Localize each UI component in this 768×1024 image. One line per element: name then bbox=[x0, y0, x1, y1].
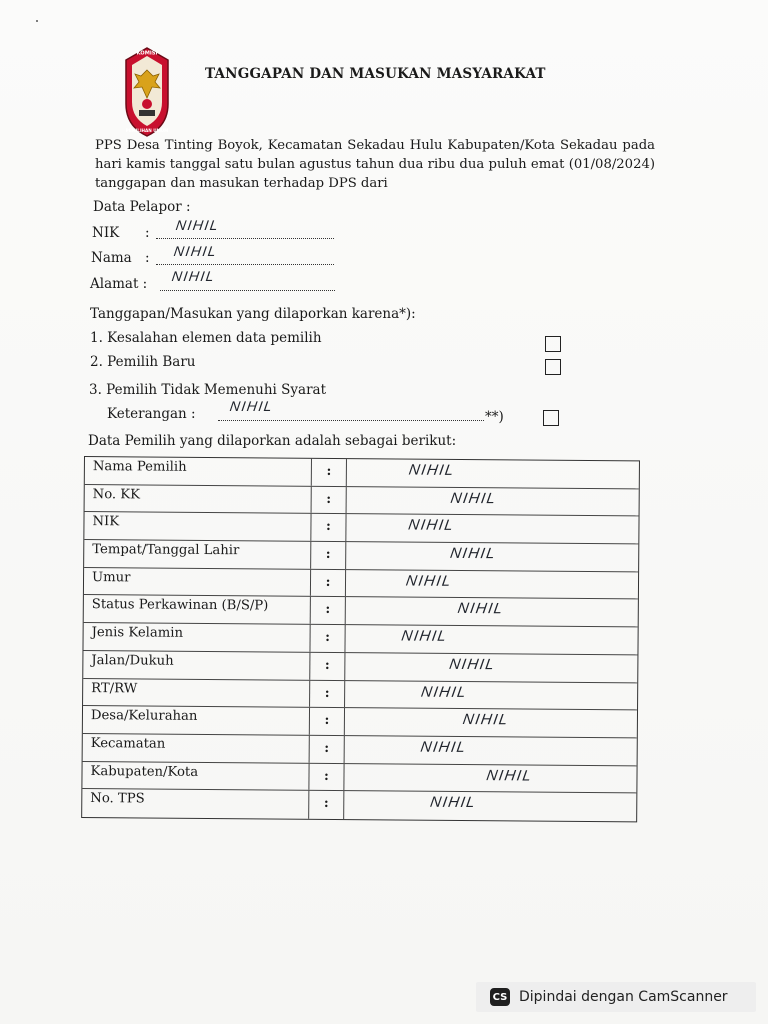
reason-2-checkbox[interactable] bbox=[545, 359, 561, 375]
table-row bbox=[84, 568, 638, 600]
row-value-cell bbox=[345, 625, 637, 654]
row-colon: : bbox=[309, 763, 344, 790]
row-handwritten: NIHIL bbox=[404, 572, 454, 590]
row-label: NIK bbox=[84, 512, 311, 540]
camscanner-watermark bbox=[476, 982, 756, 1012]
table-row bbox=[82, 762, 636, 794]
reason-item-1: 1. Kesalahan elemen data pemilih bbox=[90, 330, 322, 346]
row-value-cell bbox=[345, 708, 637, 737]
row-label: Kabupaten/Kota bbox=[82, 762, 309, 790]
row-handwritten: NIHIL bbox=[419, 683, 469, 701]
nama-dotted-line bbox=[156, 263, 334, 265]
keterangan-suffix: **) bbox=[485, 409, 504, 425]
table-row bbox=[84, 595, 638, 627]
nik-separator: : bbox=[145, 225, 150, 241]
alamat-dotted-line bbox=[160, 289, 335, 291]
document-title: TANGGAPAN DAN MASUKAN MASYARAKAT bbox=[205, 66, 546, 82]
row-colon: : bbox=[312, 459, 347, 486]
pemilih-table bbox=[81, 456, 640, 822]
row-handwritten: NIHIL bbox=[407, 516, 456, 535]
row-label: Desa/Kelurahan bbox=[83, 706, 310, 734]
row-colon: : bbox=[312, 486, 347, 513]
table-row bbox=[83, 734, 637, 766]
keterangan-label: Keterangan : bbox=[107, 406, 196, 422]
row-colon: : bbox=[310, 708, 345, 735]
table-row bbox=[83, 623, 637, 655]
pelapor-heading: Data Pelapor : bbox=[93, 199, 191, 215]
reason-item-2: 2. Pemilih Baru bbox=[90, 354, 196, 370]
row-value-cell bbox=[344, 791, 636, 821]
nama-label: Nama bbox=[91, 250, 132, 266]
reason-3-checkbox[interactable] bbox=[543, 410, 559, 426]
row-colon: : bbox=[310, 625, 345, 652]
row-label: Umur bbox=[84, 568, 311, 596]
row-handwritten: NIHIL bbox=[429, 793, 478, 812]
row-label: No. KK bbox=[85, 485, 312, 513]
table-row bbox=[82, 789, 636, 821]
row-value-cell bbox=[346, 542, 638, 571]
nik-label: NIK bbox=[92, 225, 120, 241]
nik-dotted-line bbox=[156, 237, 334, 239]
row-handwritten: NIHIL bbox=[448, 544, 498, 563]
row-value-cell bbox=[346, 597, 638, 626]
row-value-cell bbox=[345, 736, 637, 765]
row-colon: : bbox=[311, 514, 346, 541]
camscanner-text: Dipindai dengan CamScanner bbox=[519, 989, 728, 1005]
row-colon: : bbox=[311, 597, 346, 624]
row-label: Status Perkawinan (B/S/P) bbox=[84, 595, 311, 623]
row-colon: : bbox=[311, 570, 346, 597]
nama-separator: : bbox=[145, 250, 150, 266]
camscanner-icon: CS bbox=[490, 988, 510, 1006]
row-colon: : bbox=[309, 791, 344, 819]
nama-handwritten: NIHIL bbox=[172, 243, 219, 259]
row-value-cell bbox=[347, 459, 639, 488]
table-row bbox=[84, 540, 638, 572]
row-colon: : bbox=[311, 542, 346, 569]
pemilih-heading: Data Pemilih yang dilaporkan adalah sebagai berikut: bbox=[88, 433, 457, 449]
row-value-cell bbox=[346, 514, 638, 543]
row-colon: : bbox=[310, 653, 345, 680]
row-label: Jenis Kelamin bbox=[83, 623, 310, 651]
row-value-cell bbox=[344, 764, 636, 793]
intro-paragraph: PPS Desa Tinting Boyok, Kecamatan Sekadau Hulu Kabupaten/Kota Sekadau pada hari kamis tanggal satu bulan agustus tahun dua ribu dua puluh emat (01/08/2024) tanggapan dan masukan terhadap DPS dari bbox=[95, 138, 655, 191]
alamat-label: Alamat : bbox=[90, 276, 148, 292]
row-label: Jalan/Dukuh bbox=[83, 651, 310, 679]
reasons-heading: Tanggapan/Masukan yang dilaporkan karena*): bbox=[90, 306, 416, 322]
kpu-logo bbox=[122, 46, 172, 138]
table-row bbox=[84, 512, 638, 544]
reason-1-checkbox[interactable] bbox=[545, 336, 561, 352]
row-colon: : bbox=[310, 736, 345, 763]
table-row bbox=[85, 457, 639, 489]
row-value-cell bbox=[345, 653, 637, 682]
row-label: No. TPS bbox=[82, 789, 309, 818]
keterangan-dotted-line bbox=[218, 419, 484, 421]
svg-text:PEMILIHAN UMUM: PEMILIHAN UMUM bbox=[125, 128, 169, 133]
row-label: RT/RW bbox=[83, 679, 310, 707]
alamat-handwritten: NIHIL bbox=[170, 268, 217, 284]
row-handwritten: NIHIL bbox=[400, 627, 449, 645]
svg-text:KOMISI: KOMISI bbox=[136, 50, 158, 57]
scan-speck bbox=[36, 20, 38, 22]
reason-item-3: 3. Pemilih Tidak Memenuhi Syarat bbox=[89, 382, 327, 398]
row-handwritten: NIHIL bbox=[419, 738, 468, 756]
table-row bbox=[83, 679, 637, 711]
row-value-cell bbox=[346, 570, 638, 599]
table-row bbox=[83, 706, 637, 738]
row-value-cell bbox=[347, 487, 639, 516]
row-handwritten: NIHIL bbox=[448, 655, 497, 674]
row-handwritten: NIHIL bbox=[449, 489, 498, 507]
keterangan-handwritten: NIHIL bbox=[228, 398, 275, 414]
row-handwritten: NIHIL bbox=[485, 766, 534, 785]
row-label: Tempat/Tanggal Lahir bbox=[84, 540, 311, 568]
row-label: Kecamatan bbox=[83, 734, 310, 762]
row-colon: : bbox=[310, 680, 345, 707]
row-handwritten: NIHIL bbox=[461, 711, 511, 729]
row-label: Nama Pemilih bbox=[85, 457, 312, 485]
nik-handwritten: NIHIL bbox=[174, 217, 221, 233]
row-value-cell bbox=[345, 681, 637, 710]
table-row bbox=[83, 651, 637, 683]
row-handwritten: NIHIL bbox=[456, 600, 505, 618]
table-row bbox=[85, 485, 639, 517]
row-handwritten: NIHIL bbox=[407, 461, 457, 479]
